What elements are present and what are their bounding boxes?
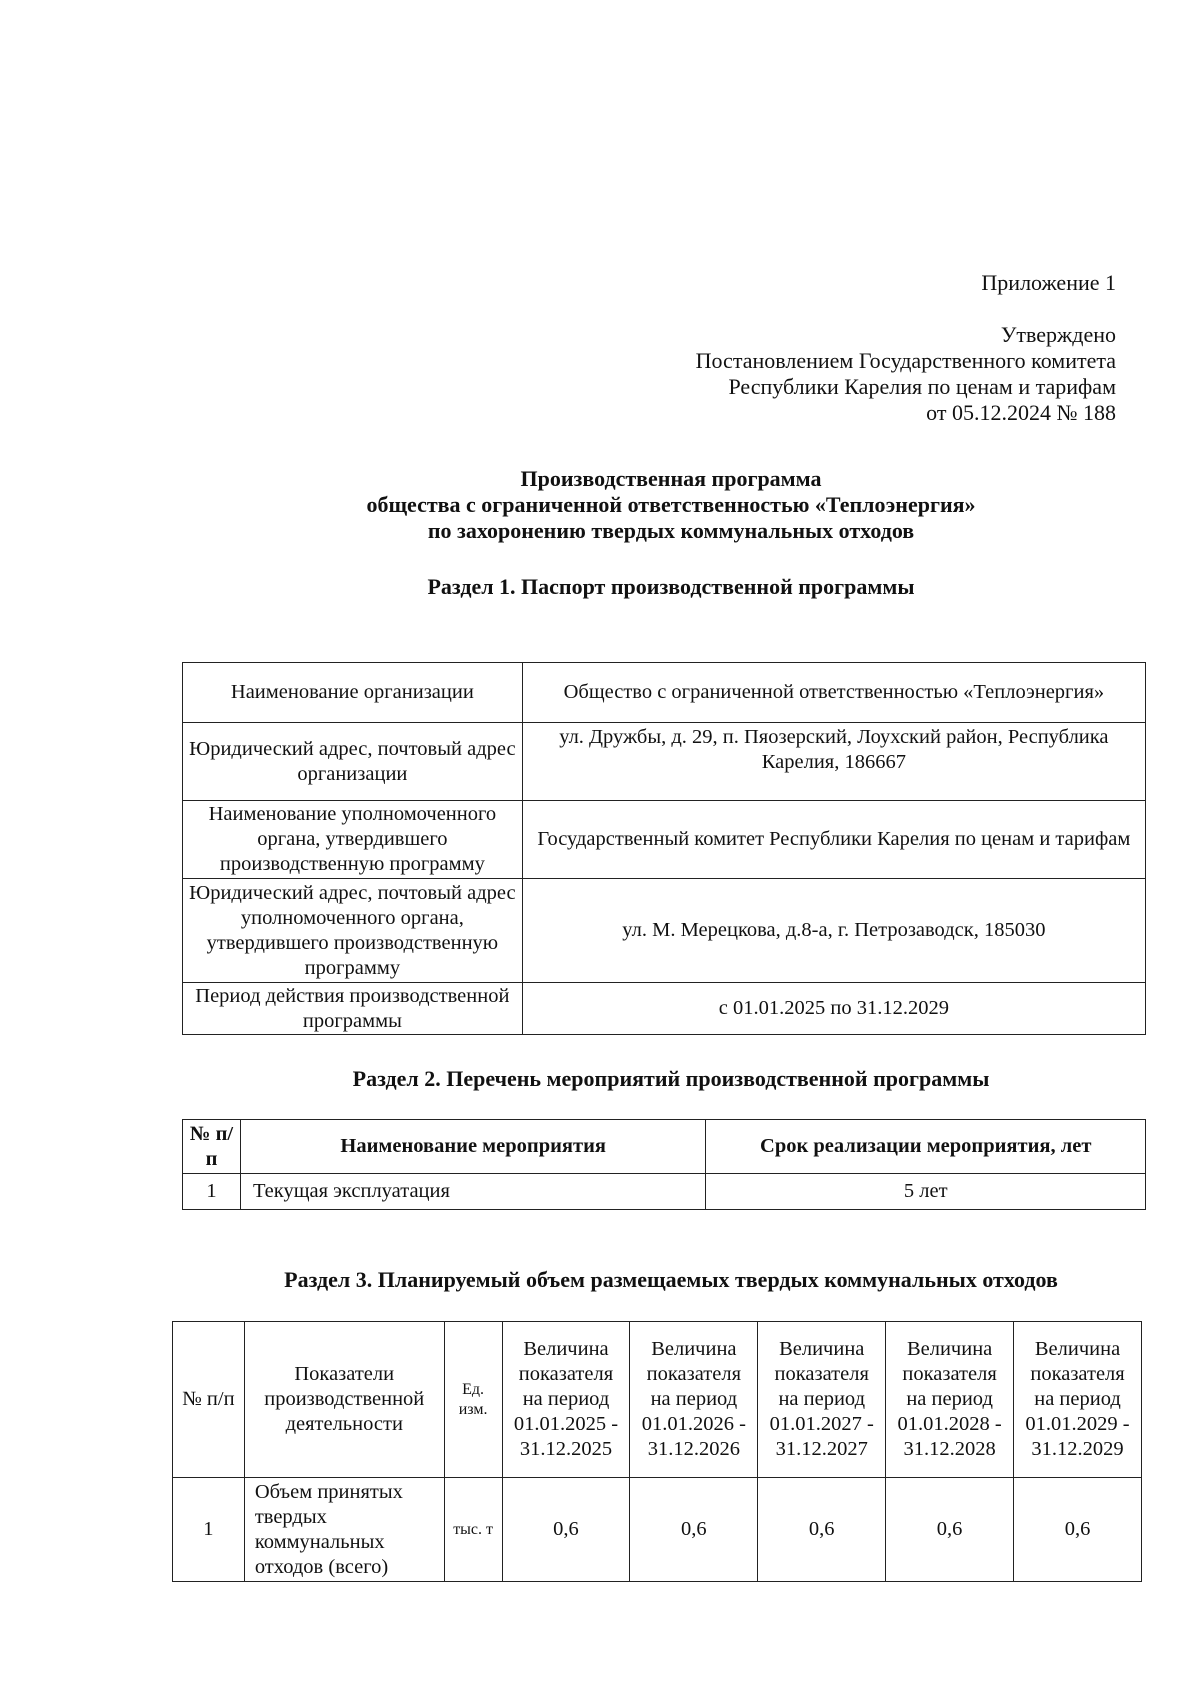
table-row (173, 1478, 1142, 1582)
passport-label: Юридический адрес, почтовый адрес организации (183, 723, 523, 801)
volume-table (172, 1321, 1142, 1582)
table-row (183, 983, 1146, 1035)
table-header-row (183, 1120, 1146, 1174)
section-2-heading: Раздел 2. Перечень мероприятий производственной программы (352, 1066, 990, 1091)
value-2026: 0,6 (630, 1478, 758, 1582)
appendix-label: Приложение 1 (981, 270, 1116, 295)
passport-label: Период действия производственной программы (183, 983, 523, 1035)
table-row (183, 879, 1146, 983)
section-3-heading: Раздел 3. Планируемый объем размещаемых твердых коммунальных отходов (284, 1267, 1058, 1292)
value-2027: 0,6 (758, 1478, 886, 1582)
activity-number: 1 (183, 1174, 241, 1210)
value-2025: 0,6 (502, 1478, 630, 1582)
passport-label: Наименование организации (183, 663, 523, 723)
approval-line-1: Постановлением Государственного комитета (695, 348, 1116, 373)
column-header-term: Срок реализации мероприятия, лет (706, 1120, 1146, 1174)
column-header-unit: Ед. изм. (444, 1322, 502, 1478)
approval-line-2: Республики Карелия по ценам и тарифам (728, 374, 1116, 399)
activity-term: 5 лет (706, 1174, 1146, 1210)
column-header-period-2027: Величина показателя на период 01.01.2027 - 31.12.2027 (758, 1322, 886, 1478)
value-2029: 0,6 (1014, 1478, 1142, 1582)
activity-name: Текущая эксплуатация (240, 1174, 706, 1210)
approval-date: от 05.12.2024 № 188 (926, 400, 1116, 425)
table-row (183, 663, 1146, 723)
title-line-2: общества с ограниченной ответственностью «Теплоэнергия» (366, 492, 976, 517)
approval-block (696, 270, 1116, 426)
activities-table (182, 1119, 1146, 1210)
title-line-1: Производственная программа (520, 466, 822, 491)
unit-value: тыс. т (444, 1478, 502, 1582)
passport-value: с 01.01.2025 по 31.12.2029 (522, 983, 1145, 1035)
passport-label: Наименование уполномоченного органа, утвердившего производственную программу (183, 801, 523, 879)
passport-value: Общество с ограниченной ответственностью «Теплоэнергия» (522, 663, 1145, 723)
passport-value: Государственный комитет Республики Карелия по ценам и тарифам (522, 801, 1145, 879)
section-1-heading: Раздел 1. Паспорт производственной программы (427, 574, 915, 599)
column-header-indicator: Показатели производственной деятельности (244, 1322, 444, 1478)
passport-label: Юридический адрес, почтовый адрес уполномоченного органа, утвердившего производственную программу (183, 879, 523, 983)
document-title (0, 466, 1200, 544)
column-header-period-2026: Величина показателя на период 01.01.2026 - 31.12.2026 (630, 1322, 758, 1478)
column-header-number: № п/п (183, 1120, 241, 1174)
row-number: 1 (173, 1478, 245, 1582)
column-header-period-2029: Величина показателя на период 01.01.2029 - 31.12.2029 (1014, 1322, 1142, 1478)
passport-table (182, 662, 1146, 1035)
column-header-number: № п/п (173, 1322, 245, 1478)
indicator-name: Объем принятых твердых коммунальных отходов (всего) (244, 1478, 444, 1582)
approved-label: Утверждено (1000, 322, 1116, 347)
table-row (183, 1174, 1146, 1210)
column-header-name: Наименование мероприятия (240, 1120, 706, 1174)
table-row (183, 801, 1146, 879)
table-header-row (173, 1322, 1142, 1478)
table-row (183, 723, 1146, 801)
passport-value: ул. Дружбы, д. 29, п. Пяозерский, Лоухский район, Республика Карелия, 186667 (522, 723, 1145, 801)
title-line-3: по захоронению твердых коммунальных отходов (427, 518, 915, 543)
passport-value: ул. М. Мерецкова, д.8-а, г. Петрозаводск, 185030 (522, 879, 1145, 983)
column-header-period-2028: Величина показателя на период 01.01.2028 - 31.12.2028 (886, 1322, 1014, 1478)
column-header-period-2025: Величина показателя на период 01.01.2025 - 31.12.2025 (502, 1322, 630, 1478)
value-2028: 0,6 (886, 1478, 1014, 1582)
